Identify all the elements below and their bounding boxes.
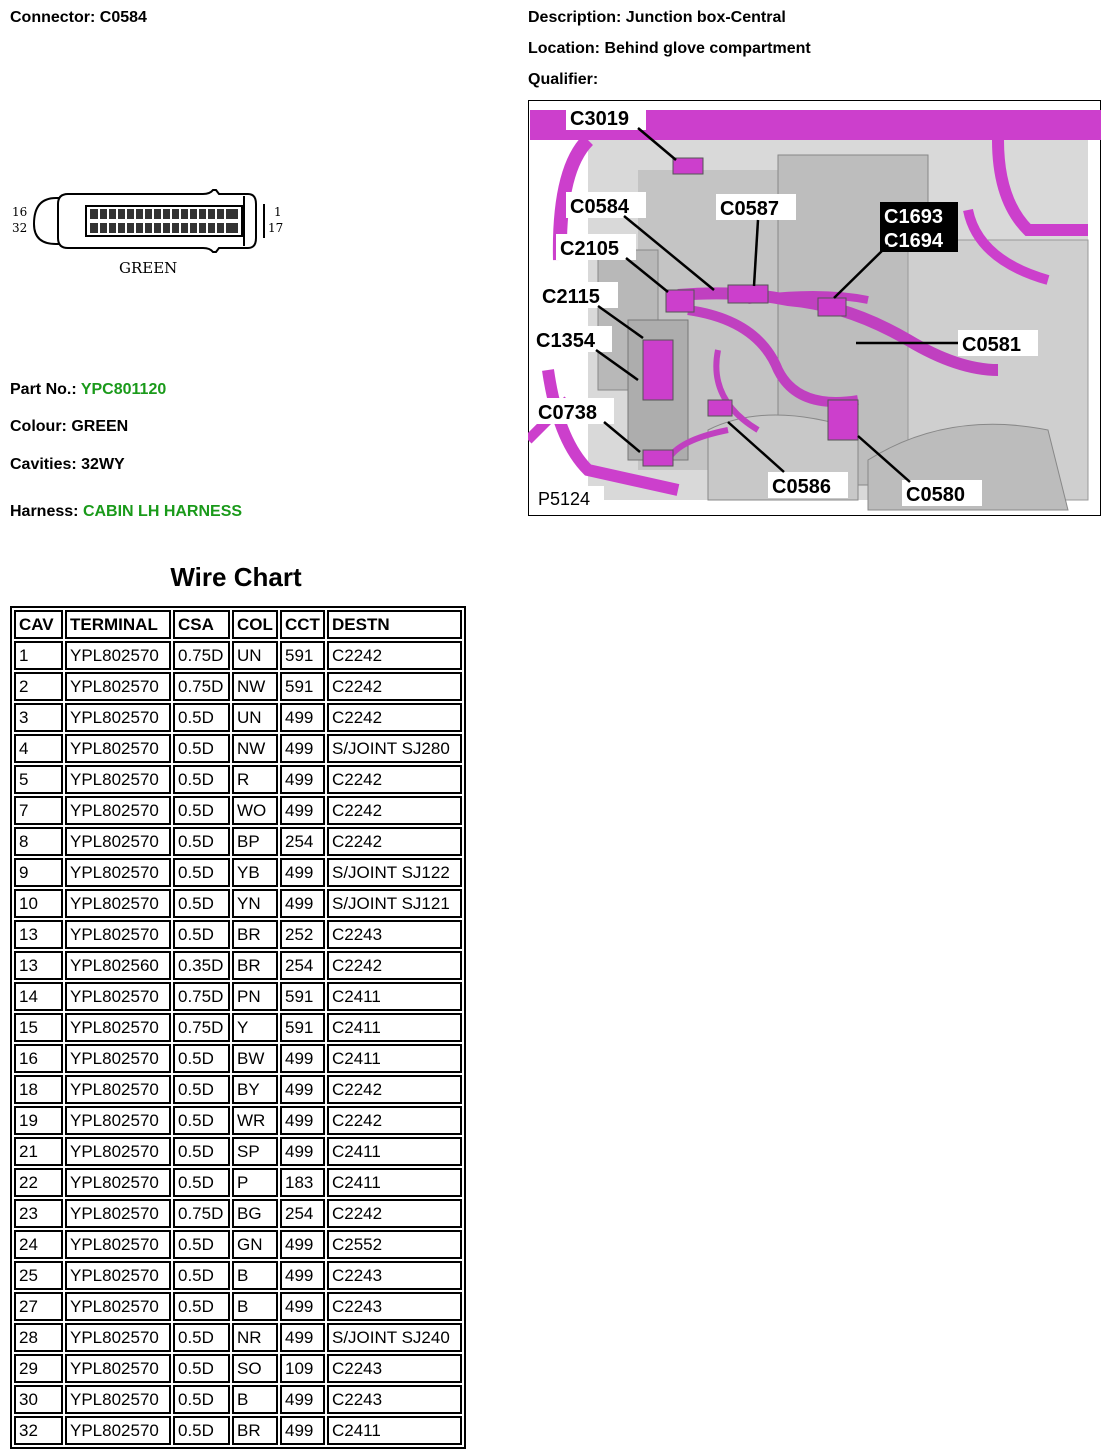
cell-col: PN [232,982,278,1011]
cell-cct: 499 [280,1261,325,1290]
pin-label-right-top: 1 [274,205,282,219]
cavities-label: Cavities: [10,456,77,473]
table-row [14,920,462,949]
cell-cav: 14 [14,982,63,1011]
cell-col: YB [232,858,278,887]
cell-csa: 0.5D [173,1075,230,1104]
col-header-csa: CSA [173,610,230,639]
cell-csa: 0.5D [173,889,230,918]
cell-destn: C2243 [327,1261,462,1290]
cell-cct: 591 [280,672,325,701]
pin-label-left-bottom: 32 [12,221,28,235]
description-field [528,9,786,27]
description-label: Description: [528,9,622,26]
table-row [14,951,462,980]
cell-cav: 21 [14,1137,63,1166]
table-row [14,1168,462,1197]
wire-chart-header-row [14,610,462,639]
table-row [14,1137,462,1166]
wire-chart-title: Wire Chart [170,562,302,592]
cell-destn: S/JOINT SJ280 [327,734,462,763]
cell-csa: 0.5D [173,920,230,949]
cell-col: B [232,1385,278,1414]
cell-destn: C2243 [327,920,462,949]
colour-label: Colour: [10,418,67,435]
cell-cav: 1 [14,641,63,670]
cell-terminal: YPL802570 [65,1199,171,1228]
cell-csa: 0.75D [173,1013,230,1042]
cell-csa: 0.5D [173,734,230,763]
cell-cct: 499 [280,796,325,825]
cell-terminal: YPL802560 [65,951,171,980]
cell-cav: 10 [14,889,63,918]
cell-col: BG [232,1199,278,1228]
cell-destn: C2242 [327,1075,462,1104]
cell-col: BP [232,827,278,856]
cell-cav: 5 [14,765,63,794]
cell-terminal: YPL802570 [65,703,171,732]
cell-col: Y [232,1013,278,1042]
cell-csa: 0.5D [173,1137,230,1166]
cell-csa: 0.75D [173,641,230,670]
cell-col: BR [232,951,278,980]
table-row [14,796,462,825]
cell-cct: 499 [280,1106,325,1135]
cell-terminal: YPL802570 [65,734,171,763]
cell-terminal: YPL802570 [65,920,171,949]
cell-col: B [232,1292,278,1321]
col-header-terminal: TERMINAL [65,610,171,639]
table-row [14,1385,462,1414]
cell-destn: C2243 [327,1354,462,1383]
table-row [14,1013,462,1042]
cell-col: BW [232,1044,278,1073]
cell-csa: 0.5D [173,1292,230,1321]
pin-label-left-top: 16 [12,205,28,219]
cell-cct: 499 [280,703,325,732]
callout-c0738: C0738 [538,402,597,424]
cell-terminal: YPL802570 [65,982,171,1011]
cell-destn: C2242 [327,1199,462,1228]
table-row [14,672,462,701]
cell-cav: 24 [14,1230,63,1259]
callout-c1354: C1354 [536,330,595,352]
cell-cav: 23 [14,1199,63,1228]
cell-csa: 0.5D [173,703,230,732]
cell-terminal: YPL802570 [65,641,171,670]
cell-destn: C2242 [327,951,462,980]
cell-destn: C2552 [327,1230,462,1259]
cell-csa: 0.5D [173,1230,230,1259]
cell-csa: 0.5D [173,827,230,856]
callout-c1694: C1694 [884,230,943,252]
cell-csa: 0.5D [173,1354,230,1383]
callout-c0580: C0580 [906,484,965,506]
cell-terminal: YPL802570 [65,1416,171,1445]
cell-cav: 30 [14,1385,63,1414]
cell-cct: 591 [280,641,325,670]
cell-cct: 591 [280,982,325,1011]
cell-destn: S/JOINT SJ122 [327,858,462,887]
cell-csa: 0.5D [173,796,230,825]
table-row [14,1292,462,1321]
callout-c2105: C2105 [560,238,619,260]
cell-csa: 0.75D [173,1199,230,1228]
cell-csa: 0.35D [173,951,230,980]
cell-terminal: YPL802570 [65,796,171,825]
cell-cct: 499 [280,1323,325,1352]
harness-link[interactable]: CABIN LH HARNESS [82,503,243,520]
cell-csa: 0.75D [173,672,230,701]
cell-col: YN [232,889,278,918]
cell-terminal: YPL802570 [65,889,171,918]
cell-terminal: YPL802570 [65,1385,171,1414]
callout-c0586: C0586 [772,476,831,498]
cell-col: BR [232,920,278,949]
qualifier-label: Qualifier: [528,71,599,88]
harness-field [10,503,242,521]
cell-csa: 0.5D [173,1168,230,1197]
cell-cct: 499 [280,1416,325,1445]
cell-col: SO [232,1354,278,1383]
cell-cct: 499 [280,858,325,887]
cell-cct: 499 [280,1044,325,1073]
cell-cav: 29 [14,1354,63,1383]
cell-cct: 499 [280,889,325,918]
table-row [14,765,462,794]
table-row [14,1230,462,1259]
cell-cct: 499 [280,1230,325,1259]
cell-destn: S/JOINT SJ240 [327,1323,462,1352]
cell-cav: 27 [14,1292,63,1321]
cell-destn: C2411 [327,982,462,1011]
cell-csa: 0.5D [173,1261,230,1290]
table-row [14,1106,462,1135]
harness-label: Harness: [10,503,79,520]
cell-terminal: YPL802570 [65,1292,171,1321]
cell-cav: 2 [14,672,63,701]
connector-label: Connector: [10,9,96,26]
cell-cav: 28 [14,1323,63,1352]
cavities-value: 32WY [81,456,125,473]
connector-field [10,9,147,27]
cell-terminal: YPL802570 [65,1013,171,1042]
callout-c2115: C2115 [542,286,600,308]
cell-terminal: YPL802570 [65,1106,171,1135]
cell-destn: C2242 [327,703,462,732]
cell-cct: 499 [280,1292,325,1321]
location-field [528,40,811,58]
description-value: Junction box-Central [625,9,786,26]
col-header-destn: DESTN [327,610,462,639]
cell-col: BR [232,1416,278,1445]
cell-destn: C2242 [327,1106,462,1135]
table-row [14,889,462,918]
cell-cav: 25 [14,1261,63,1290]
table-row [14,641,462,670]
cell-col: WO [232,796,278,825]
table-row [14,1075,462,1104]
cavities-field [10,456,125,474]
cell-csa: 0.5D [173,1323,230,1352]
cell-terminal: YPL802570 [65,1075,171,1104]
colour-field [10,418,128,436]
cell-terminal: YPL802570 [65,1323,171,1352]
cell-csa: 0.5D [173,765,230,794]
cell-cct: 183 [280,1168,325,1197]
cell-cav: 18 [14,1075,63,1104]
part-no-link[interactable]: YPC801120 [80,381,167,398]
cell-destn: C2242 [327,827,462,856]
wire-chart-body [14,641,462,1445]
cell-destn: C2242 [327,765,462,794]
connector-drawing [8,186,288,281]
cell-cct: 254 [280,827,325,856]
cell-terminal: YPL802570 [65,1261,171,1290]
cell-col: SP [232,1137,278,1166]
colour-value: GREEN [71,418,129,435]
cell-terminal: YPL802570 [65,1137,171,1166]
cell-destn: C2411 [327,1137,462,1166]
cell-destn: C2411 [327,1168,462,1197]
cell-col: NW [232,672,278,701]
cell-destn: C2411 [327,1044,462,1073]
cell-col: BY [232,1075,278,1104]
cell-cct: 591 [280,1013,325,1042]
table-row [14,1261,462,1290]
cell-terminal: YPL802570 [65,1354,171,1383]
cell-cav: 9 [14,858,63,887]
connector-value: C0584 [99,9,147,26]
cell-terminal: YPL802570 [65,827,171,856]
cell-terminal: YPL802570 [65,765,171,794]
cell-terminal: YPL802570 [65,1168,171,1197]
cell-cav: 19 [14,1106,63,1135]
part-no-label: Part No.: [10,381,77,398]
cell-cct: 254 [280,951,325,980]
cell-cav: 16 [14,1044,63,1073]
cell-cct: 254 [280,1199,325,1228]
callout-c1693: C1693 [884,206,943,228]
table-row [14,827,462,856]
cell-csa: 0.5D [173,1044,230,1073]
cell-cav: 4 [14,734,63,763]
cell-destn: C2242 [327,796,462,825]
wire-chart-table [10,606,466,1449]
cell-cct: 499 [280,1075,325,1104]
table-row [14,858,462,887]
cell-cav: 13 [14,920,63,949]
cell-destn: C2242 [327,672,462,701]
table-row [14,1354,462,1383]
cell-terminal: YPL802570 [65,672,171,701]
cell-col: UN [232,703,278,732]
table-row [14,703,462,732]
cell-csa: 0.5D [173,1385,230,1414]
cell-cct: 499 [280,734,325,763]
qualifier-field [528,71,598,89]
cell-col: NR [232,1323,278,1352]
cell-cct: 109 [280,1354,325,1383]
cell-destn: C2411 [327,1013,462,1042]
cell-col: B [232,1261,278,1290]
cell-cav: 7 [14,796,63,825]
cell-csa: 0.5D [173,1416,230,1445]
cell-cct: 499 [280,1385,325,1414]
cell-destn: S/JOINT SJ121 [327,889,462,918]
cell-cav: 13 [14,951,63,980]
cell-cct: 499 [280,765,325,794]
table-row [14,734,462,763]
table-row [14,1416,462,1445]
cell-destn: C2411 [327,1416,462,1445]
cell-col: NW [232,734,278,763]
cell-destn: C2243 [327,1385,462,1414]
cell-cav: 15 [14,1013,63,1042]
location-label: Location: [528,40,600,57]
photo-id-label: P5124 [538,489,591,509]
callout-c0587: C0587 [720,198,779,220]
cell-col: WR [232,1106,278,1135]
part-no-field [10,381,166,399]
col-header-cct: CCT [280,610,325,639]
cell-terminal: YPL802570 [65,1044,171,1073]
cell-destn: C2243 [327,1292,462,1321]
table-row [14,1044,462,1073]
cell-terminal: YPL802570 [65,1230,171,1259]
col-header-col: COL [232,610,278,639]
callout-c3019: C3019 [570,108,629,130]
cell-cav: 3 [14,703,63,732]
cell-cct: 499 [280,1137,325,1166]
cell-destn: C2242 [327,641,462,670]
connector-colour-caption: GREEN [119,259,178,277]
table-row [14,1323,462,1352]
cell-cav: 32 [14,1416,63,1445]
callout-c0581: C0581 [962,334,1021,356]
cell-terminal: YPL802570 [65,858,171,887]
cell-col: UN [232,641,278,670]
cell-col: GN [232,1230,278,1259]
cell-csa: 0.5D [173,858,230,887]
table-row [14,1199,462,1228]
cell-cav: 8 [14,827,63,856]
cell-col: P [232,1168,278,1197]
cell-csa: 0.5D [173,1106,230,1135]
location-value: Behind glove compartment [604,40,811,57]
col-header-cav: CAV [14,610,63,639]
table-row [14,982,462,1011]
cell-csa: 0.75D [173,982,230,1011]
cell-col: R [232,765,278,794]
pin-label-right-bottom: 17 [268,221,284,235]
cell-cct: 252 [280,920,325,949]
location-photo [528,100,1101,516]
callout-c0584: C0584 [570,196,629,218]
cell-cav: 22 [14,1168,63,1197]
